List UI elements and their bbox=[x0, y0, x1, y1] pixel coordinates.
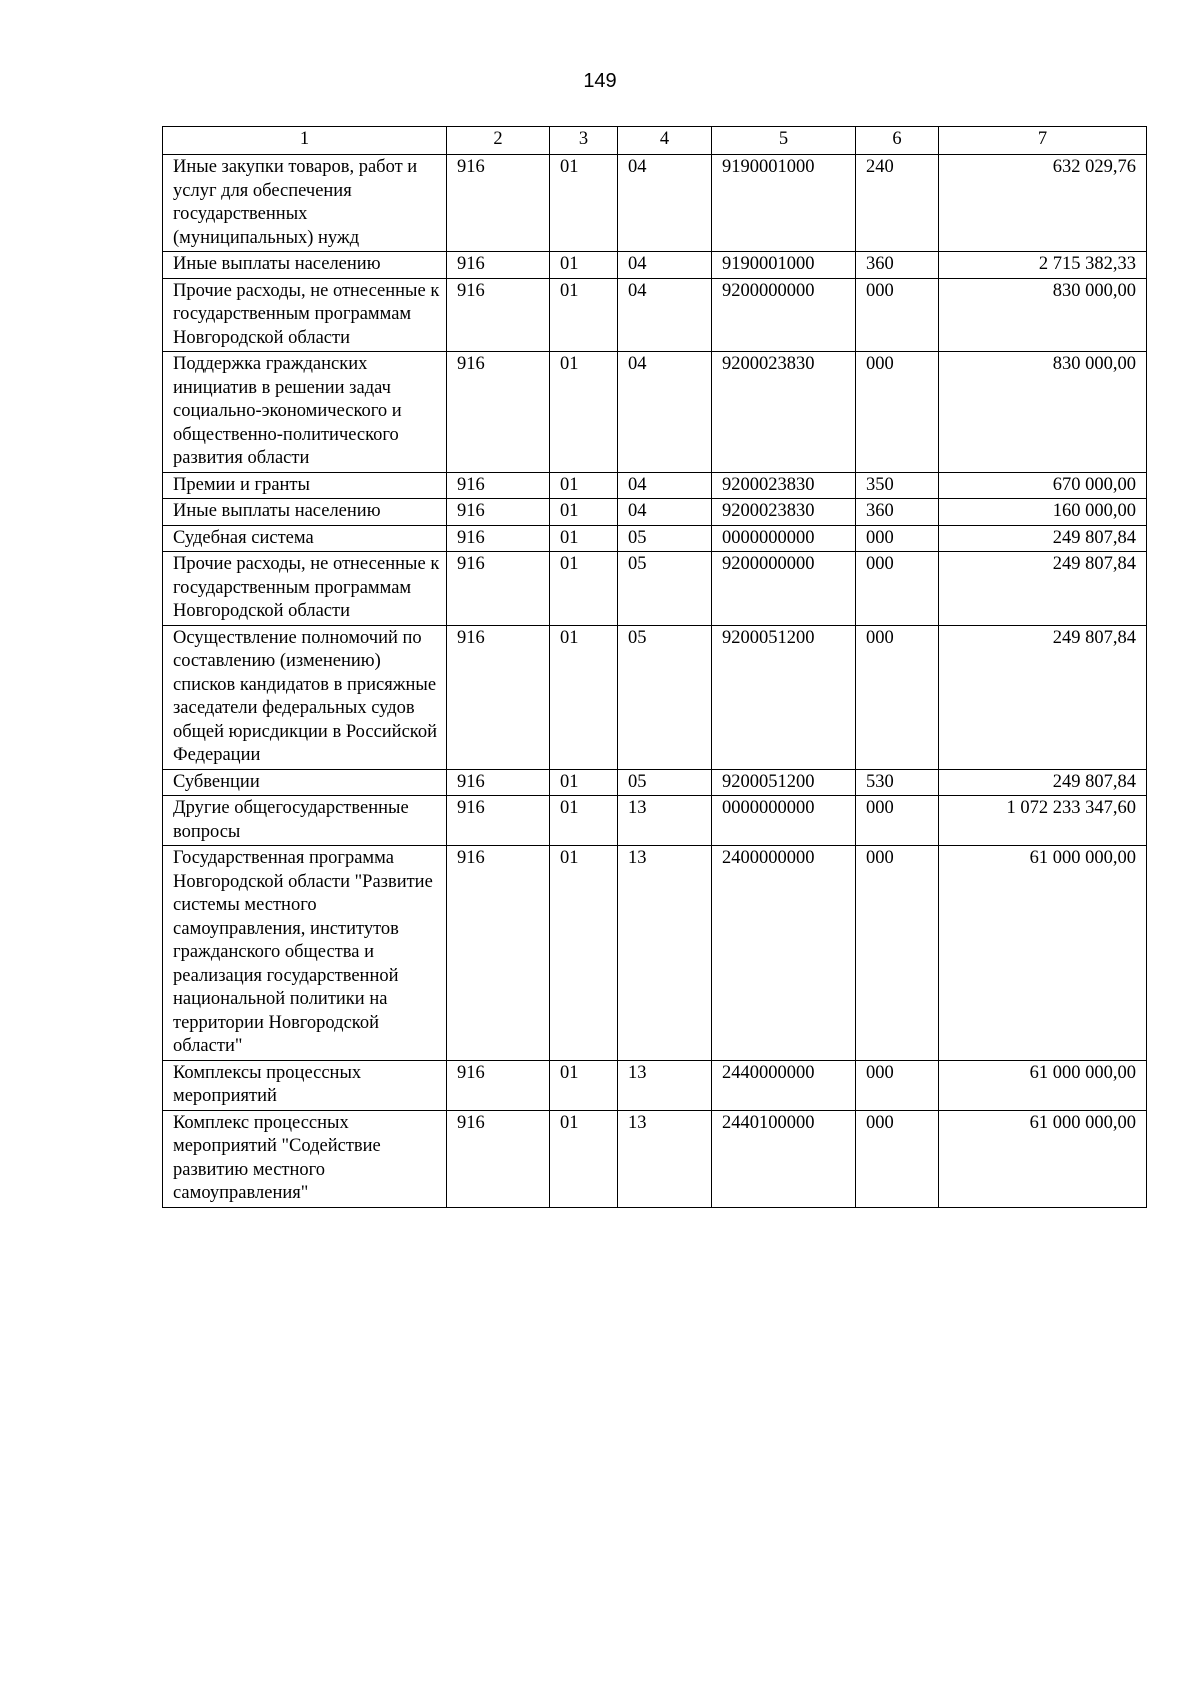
cell-amount: 61 000 000,00 bbox=[939, 1060, 1147, 1110]
cell-subsection-code: 13 bbox=[618, 1110, 712, 1207]
cell-subsection-code: 13 bbox=[618, 1060, 712, 1110]
table-row bbox=[163, 155, 1147, 252]
cell-subsection-code: 04 bbox=[618, 252, 712, 279]
cell-target-article-code: 9200000000 bbox=[712, 552, 856, 626]
cell-target-article-code: 2440100000 bbox=[712, 1110, 856, 1207]
cell-section-code: 01 bbox=[550, 625, 618, 769]
cell-target-article-code: 9200023830 bbox=[712, 499, 856, 526]
cell-amount: 249 807,84 bbox=[939, 625, 1147, 769]
cell-amount: 160 000,00 bbox=[939, 499, 1147, 526]
cell-amount: 2 715 382,33 bbox=[939, 252, 1147, 279]
cell-name: Другие общегосударственные вопросы bbox=[163, 796, 447, 846]
table-row bbox=[163, 846, 1147, 1061]
cell-grbs-code: 916 bbox=[447, 252, 550, 279]
column-header: 4 bbox=[618, 127, 712, 155]
cell-grbs-code: 916 bbox=[447, 796, 550, 846]
cell-grbs-code: 916 bbox=[447, 1060, 550, 1110]
cell-section-code: 01 bbox=[550, 155, 618, 252]
column-header: 1 bbox=[163, 127, 447, 155]
cell-subsection-code: 04 bbox=[618, 499, 712, 526]
cell-subsection-code: 04 bbox=[618, 472, 712, 499]
cell-name: Премии и гранты bbox=[163, 472, 447, 499]
cell-section-code: 01 bbox=[550, 846, 618, 1061]
cell-expense-type-code: 360 bbox=[856, 499, 939, 526]
cell-section-code: 01 bbox=[550, 352, 618, 473]
cell-target-article-code: 0000000000 bbox=[712, 796, 856, 846]
cell-amount: 830 000,00 bbox=[939, 278, 1147, 352]
cell-expense-type-code: 000 bbox=[856, 525, 939, 552]
cell-target-article-code: 9200023830 bbox=[712, 472, 856, 499]
table-body bbox=[163, 155, 1147, 1208]
cell-name: Государственная программа Новгородской области "Развитие системы местного самоуправления, институтов гражданского общества и реализация государственной национальной политики на территории Новгородской области" bbox=[163, 846, 447, 1061]
table-row bbox=[163, 499, 1147, 526]
cell-expense-type-code: 350 bbox=[856, 472, 939, 499]
cell-expense-type-code: 240 bbox=[856, 155, 939, 252]
cell-expense-type-code: 000 bbox=[856, 796, 939, 846]
cell-amount: 249 807,84 bbox=[939, 525, 1147, 552]
cell-section-code: 01 bbox=[550, 525, 618, 552]
header-row bbox=[163, 127, 1147, 155]
cell-name: Иные выплаты населению bbox=[163, 499, 447, 526]
cell-name: Комплексы процессных мероприятий bbox=[163, 1060, 447, 1110]
cell-target-article-code: 9200051200 bbox=[712, 625, 856, 769]
cell-subsection-code: 05 bbox=[618, 769, 712, 796]
cell-section-code: 01 bbox=[550, 278, 618, 352]
cell-section-code: 01 bbox=[550, 1110, 618, 1207]
column-header: 5 bbox=[712, 127, 856, 155]
cell-grbs-code: 916 bbox=[447, 769, 550, 796]
table-row bbox=[163, 552, 1147, 626]
cell-name: Прочие расходы, не отнесенные к государственным программам Новгородской области bbox=[163, 278, 447, 352]
cell-section-code: 01 bbox=[550, 769, 618, 796]
cell-subsection-code: 13 bbox=[618, 846, 712, 1061]
cell-section-code: 01 bbox=[550, 552, 618, 626]
cell-expense-type-code: 360 bbox=[856, 252, 939, 279]
cell-amount: 632 029,76 bbox=[939, 155, 1147, 252]
page-number: 149 bbox=[583, 70, 617, 92]
cell-subsection-code: 04 bbox=[618, 352, 712, 473]
cell-grbs-code: 916 bbox=[447, 552, 550, 626]
cell-expense-type-code: 000 bbox=[856, 552, 939, 626]
cell-grbs-code: 916 bbox=[447, 846, 550, 1061]
cell-name: Судебная система bbox=[163, 525, 447, 552]
cell-grbs-code: 916 bbox=[447, 499, 550, 526]
cell-amount: 830 000,00 bbox=[939, 352, 1147, 473]
cell-amount: 670 000,00 bbox=[939, 472, 1147, 499]
cell-subsection-code: 05 bbox=[618, 525, 712, 552]
column-header: 2 bbox=[447, 127, 550, 155]
table-row bbox=[163, 796, 1147, 846]
cell-amount: 61 000 000,00 bbox=[939, 846, 1147, 1061]
column-header: 3 bbox=[550, 127, 618, 155]
cell-target-article-code: 9190001000 bbox=[712, 252, 856, 279]
cell-amount: 1 072 233 347,60 bbox=[939, 796, 1147, 846]
cell-grbs-code: 916 bbox=[447, 525, 550, 552]
cell-target-article-code: 2440000000 bbox=[712, 1060, 856, 1110]
cell-target-article-code: 9200023830 bbox=[712, 352, 856, 473]
cell-subsection-code: 13 bbox=[618, 796, 712, 846]
cell-name: Иные выплаты населению bbox=[163, 252, 447, 279]
cell-amount: 61 000 000,00 bbox=[939, 1110, 1147, 1207]
cell-target-article-code: 0000000000 bbox=[712, 525, 856, 552]
cell-name: Иные закупки товаров, работ и услуг для обеспечения государственных (муниципальных) нужд bbox=[163, 155, 447, 252]
table-row bbox=[163, 625, 1147, 769]
cell-target-article-code: 9190001000 bbox=[712, 155, 856, 252]
cell-section-code: 01 bbox=[550, 796, 618, 846]
cell-grbs-code: 916 bbox=[447, 625, 550, 769]
table-row bbox=[163, 769, 1147, 796]
cell-expense-type-code: 000 bbox=[856, 625, 939, 769]
cell-expense-type-code: 000 bbox=[856, 352, 939, 473]
cell-amount: 249 807,84 bbox=[939, 769, 1147, 796]
table-row bbox=[163, 1060, 1147, 1110]
column-header: 7 bbox=[939, 127, 1147, 155]
cell-section-code: 01 bbox=[550, 499, 618, 526]
table-row bbox=[163, 1110, 1147, 1207]
cell-name: Субвенции bbox=[163, 769, 447, 796]
cell-target-article-code: 9200000000 bbox=[712, 278, 856, 352]
cell-expense-type-code: 000 bbox=[856, 846, 939, 1061]
budget-table bbox=[162, 126, 1147, 1208]
table-row bbox=[163, 525, 1147, 552]
cell-amount: 249 807,84 bbox=[939, 552, 1147, 626]
cell-section-code: 01 bbox=[550, 1060, 618, 1110]
cell-expense-type-code: 000 bbox=[856, 1110, 939, 1207]
column-header: 6 bbox=[856, 127, 939, 155]
table-row bbox=[163, 352, 1147, 473]
cell-subsection-code: 04 bbox=[618, 278, 712, 352]
cell-section-code: 01 bbox=[550, 252, 618, 279]
cell-target-article-code: 2400000000 bbox=[712, 846, 856, 1061]
cell-grbs-code: 916 bbox=[447, 155, 550, 252]
cell-subsection-code: 04 bbox=[618, 155, 712, 252]
table-row bbox=[163, 278, 1147, 352]
table-row bbox=[163, 252, 1147, 279]
cell-grbs-code: 916 bbox=[447, 278, 550, 352]
cell-subsection-code: 05 bbox=[618, 552, 712, 626]
cell-target-article-code: 9200051200 bbox=[712, 769, 856, 796]
table-row bbox=[163, 472, 1147, 499]
cell-expense-type-code: 530 bbox=[856, 769, 939, 796]
cell-name: Прочие расходы, не отнесенные к государственным программам Новгородской области bbox=[163, 552, 447, 626]
cell-expense-type-code: 000 bbox=[856, 1060, 939, 1110]
cell-name: Поддержка гражданских инициатив в решении задач социально-экономического и общественно-политического развития области bbox=[163, 352, 447, 473]
cell-expense-type-code: 000 bbox=[856, 278, 939, 352]
cell-name: Осуществление полномочий по составлению (изменению) списков кандидатов в присяжные заседатели федеральных судов общей юрисдикции в Российской Федерации bbox=[163, 625, 447, 769]
cell-grbs-code: 916 bbox=[447, 352, 550, 473]
cell-subsection-code: 05 bbox=[618, 625, 712, 769]
cell-section-code: 01 bbox=[550, 472, 618, 499]
cell-grbs-code: 916 bbox=[447, 472, 550, 499]
cell-grbs-code: 916 bbox=[447, 1110, 550, 1207]
cell-name: Комплекс процессных мероприятий "Содействие развитию местного самоуправления" bbox=[163, 1110, 447, 1207]
